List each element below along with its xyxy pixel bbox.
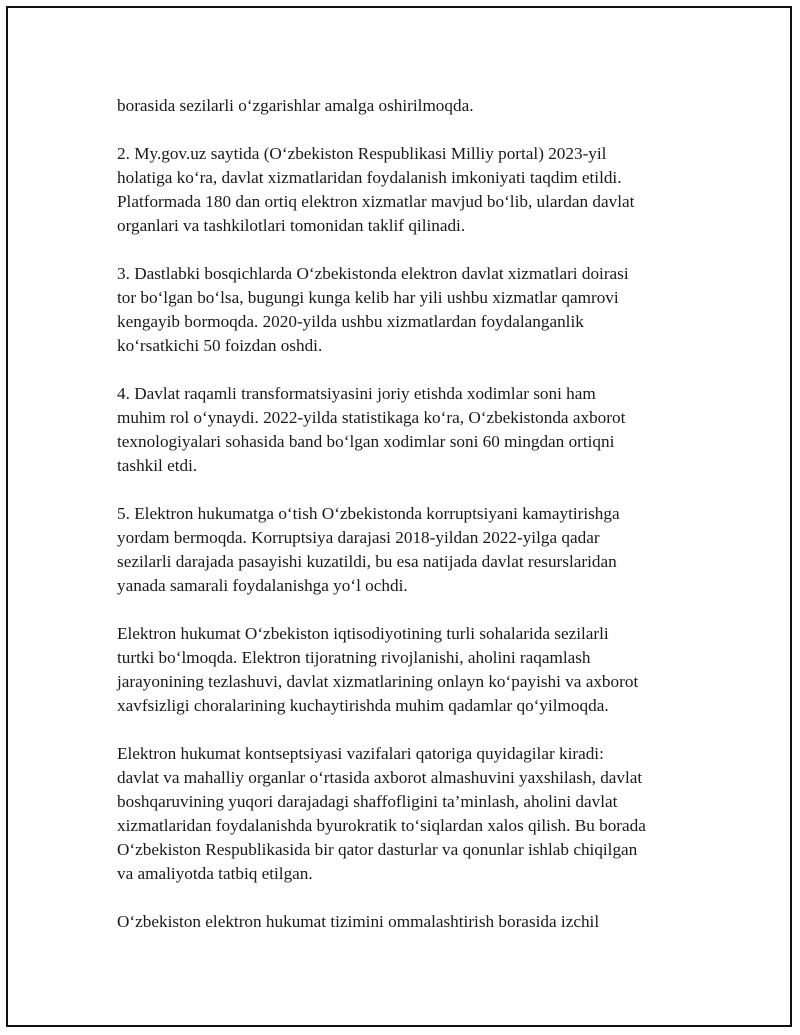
text-line: 2. My.gov.uz saytida (O‘zbekiston Respublikasi Milliy portal) 2023-yil xyxy=(117,144,607,163)
text-line: ko‘rsatkichi 50 foizdan oshdi. xyxy=(117,336,323,355)
paragraph xyxy=(117,910,697,934)
text-line: organlari va tashkilotlari tomonidan taklif qilinadi. xyxy=(117,216,466,235)
text-line: texnologiyalari sohasida band bo‘lgan xodimlar soni 60 mingdan ortiqni xyxy=(117,432,615,451)
text-line: kengayib bormoqda. 2020-yilda ushbu xizmatlardan foydalanganlik xyxy=(117,312,584,331)
paragraph xyxy=(117,94,697,118)
text-line: turtki bo‘lmoqda. Elektron tijoratning rivojlanishi, aholini raqamlash xyxy=(117,648,591,667)
paragraph xyxy=(117,502,697,598)
paragraph xyxy=(117,742,697,886)
text-line: 4. Davlat raqamli transformatsiyasini joriy etishda xodimlar soni ham xyxy=(117,384,596,403)
text-line: yanada samarali foydalanishga yo‘l ochdi. xyxy=(117,576,408,595)
text-line: va amaliyotda tatbiq etilgan. xyxy=(117,864,313,883)
text-line: xavfsizligi choralarining kuchaytirishda muhim qadamlar qo‘yilmoqda. xyxy=(117,696,609,715)
text-line: Elektron hukumat O‘zbekiston iqtisodiyotining turli sohalarida sezilarli xyxy=(117,624,609,643)
text-line: O‘zbekiston Respublikasida bir qator dasturlar va qonunlar ishlab chiqilgan xyxy=(117,840,638,859)
text-line: borasida sezilarli o‘zgarishlar amalga oshirilmoqda. xyxy=(117,96,474,115)
text-line: muhim rol o‘ynaydi. 2022-yilda statistikaga ko‘ra, O‘zbekistonda axborot xyxy=(117,408,626,427)
document-body xyxy=(117,94,697,958)
text-line: davlat va mahalliy organlar o‘rtasida axborot almashuvini yaxshilash, davlat xyxy=(117,768,643,787)
text-line: 3. Dastlabki bosqichlarda O‘zbekistonda elektron davlat xizmatlari doirasi xyxy=(117,264,629,283)
text-line: tor bo‘lgan bo‘lsa, bugungi kunga kelib har yili ushbu xizmatlar qamrovi xyxy=(117,288,619,307)
paragraph xyxy=(117,142,697,238)
text-line: boshqaruvining yuqori darajadagi shaffofligini ta’minlash, aholini davlat xyxy=(117,792,618,811)
paragraph xyxy=(117,622,697,718)
paragraph xyxy=(117,262,697,358)
document-page xyxy=(6,6,792,1027)
text-line: tashkil etdi. xyxy=(117,456,198,475)
text-line: 5. Elektron hukumatga o‘tish O‘zbekistonda korruptsiyani kamaytirishga xyxy=(117,504,620,523)
text-line: xizmatlaridan foydalanishda byurokratik to‘siqlardan xalos qilish. Bu borada xyxy=(117,816,646,835)
text-line: yordam bermoqda. Korruptsiya darajasi 2018-yildan 2022-yilga qadar xyxy=(117,528,600,547)
text-line: jarayonining tezlashuvi, davlat xizmatlarining onlayn ko‘payishi va axborot xyxy=(117,672,639,691)
paragraph xyxy=(117,382,697,478)
text-line: Elektron hukumat kontseptsiyasi vazifalari qatoriga quyidagilar kiradi: xyxy=(117,744,604,763)
text-line: Platformada 180 dan ortiq elektron xizmatlar mavjud bo‘lib, ulardan davlat xyxy=(117,192,635,211)
text-line: O‘zbekiston elektron hukumat tizimini ommalashtirish borasida izchil xyxy=(117,912,600,931)
text-line: holatiga ko‘ra, davlat xizmatlaridan foydalanish imkoniyati taqdim etildi. xyxy=(117,168,622,187)
text-line: sezilarli darajada pasayishi kuzatildi, bu esa natijada davlat resurslaridan xyxy=(117,552,617,571)
